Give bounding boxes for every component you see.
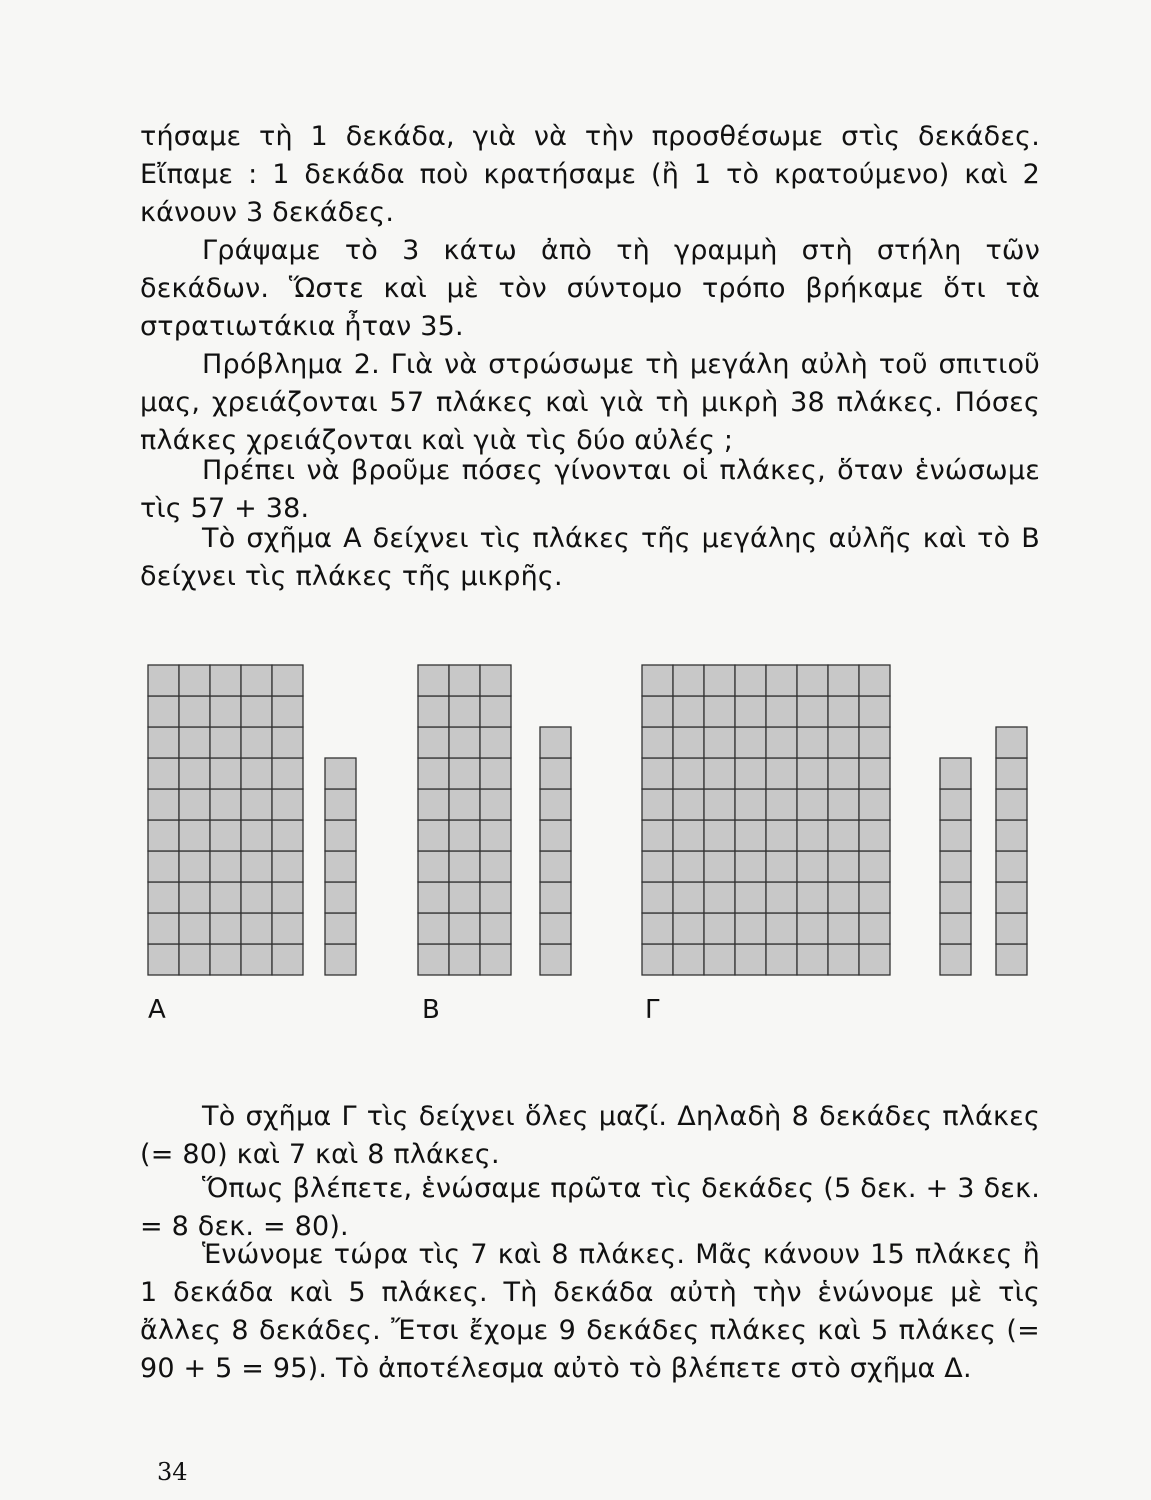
fig-g-ten-tile (766, 665, 797, 696)
fig-g-ten-tile (673, 789, 704, 820)
fig-a-ten-tile (210, 913, 241, 944)
fig-b-ten-tile (480, 696, 511, 727)
fig-a-ten-tile (272, 820, 303, 851)
fig-a-ten-tile (148, 913, 179, 944)
fig-a-ten-tile (241, 789, 272, 820)
fig-b-one-tile (540, 882, 571, 913)
fig-a-ten-tile (272, 913, 303, 944)
fig-a-ten-tile (241, 820, 272, 851)
fig-b-ten-tile (480, 882, 511, 913)
fig-a-one-tile (325, 944, 356, 975)
fig-g-ten-tile (859, 758, 890, 789)
fig-a-ten-tile (210, 696, 241, 727)
fig-a-ten-tile (210, 820, 241, 851)
fig-a-ten-tile (148, 789, 179, 820)
fig-g-ten-tile (735, 789, 766, 820)
fig-g-ten-tile (735, 665, 766, 696)
fig-g-ten-tile (828, 882, 859, 913)
fig-b-ten-tile (449, 758, 480, 789)
fig-a-ten-tile (179, 882, 210, 913)
fig-b-ten-tile (480, 913, 511, 944)
fig-g-ten-tile (766, 696, 797, 727)
figure-label-a: Α (148, 995, 166, 1025)
fig-g-ten-tile (766, 882, 797, 913)
fig-g-ten-tile (859, 913, 890, 944)
fig-g-ten-tile (828, 820, 859, 851)
fig-a-ten-tile (210, 727, 241, 758)
fig-b-ten-tile (480, 820, 511, 851)
fig-b-ten-tile (449, 727, 480, 758)
fig-a-one-tile (325, 851, 356, 882)
fig-a-ten-tile (241, 851, 272, 882)
fig-g-one-tile (996, 913, 1027, 944)
fig-a-ten-tile (241, 913, 272, 944)
fig-g-ten-tile (797, 727, 828, 758)
fig-g-ten-tile (704, 851, 735, 882)
fig-g-one-tile (940, 758, 971, 789)
fig-g-one-tile (996, 820, 1027, 851)
fig-a-ten-tile (148, 727, 179, 758)
fig-g-ten-tile (766, 820, 797, 851)
fig-g-ten-tile (704, 820, 735, 851)
fig-b-ten-tile (418, 913, 449, 944)
fig-g-ten-tile (673, 758, 704, 789)
fig-g-ten-tile (673, 944, 704, 975)
fig-g-ten-tile (797, 820, 828, 851)
paragraph-7: Ἑνώνομε τώρα τὶς 7 καὶ 8 πλάκες. Μᾶς κάνουν 15 πλάκες ἢ 1 δεκάδα καὶ 5 πλάκες. Τὴ δεκάδα αὐτὴ τὴν ἑνώνομε μὲ τὶς ἄλλες 8 δεκάδες. Ἔτσι ἔχομε 9 δεκάδες πλάκες καὶ 5 πλάκες (= 90 + 5 = 95). Τὸ ἀποτέλεσμα αὐτὸ τὸ βλέπετε στὸ σχῆμα Δ. (140, 1239, 1040, 1384)
fig-b-one-tile (540, 851, 571, 882)
fig-b-one-tile (540, 944, 571, 975)
fig-g-one-tile (996, 944, 1027, 975)
fig-g-ten-tile (704, 727, 735, 758)
fig-a-ten-tile (148, 851, 179, 882)
fig-g-one-tile (940, 882, 971, 913)
fig-g-ten-tile (797, 665, 828, 696)
fig-a-ten-tile (148, 944, 179, 975)
fig-a-ten-tile (272, 696, 303, 727)
fig-g-ten-tile (766, 944, 797, 975)
fig-a-ten-tile (179, 944, 210, 975)
fig-a-one-tile (325, 882, 356, 913)
paragraph-5: Τὸ σχῆμα Γ τὶς δείχνει ὅλες μαζί. Δηλαδὴ 8 δεκάδες πλάκες (= 80) καὶ 7 καὶ 8 πλάκες. (140, 1101, 1040, 1170)
fig-g-ten-tile (704, 913, 735, 944)
fig-g-ten-tile (673, 851, 704, 882)
fig-a-ten-tile (210, 789, 241, 820)
fig-b-ten-tile (449, 789, 480, 820)
fig-a-ten-tile (272, 665, 303, 696)
fig-b-one-tile (540, 789, 571, 820)
paragraph-1: τήσαμε τὴ 1 δεκάδα, γιὰ νὰ τὴν προσθέσωμε στὶς δεκάδες. Εἴπαμε : 1 δεκάδα ποὺ κρατήσαμε (ἢ 1 τὸ κρατούμενο) καὶ 2 κάνουν 3 δεκάδες. (140, 121, 1040, 228)
fig-a-ten-tile (272, 944, 303, 975)
fig-a-ten-tile (210, 882, 241, 913)
fig-g-ten-tile (735, 913, 766, 944)
fig-g-ten-tile (642, 696, 673, 727)
fig-a-ten-tile (241, 758, 272, 789)
fig-g-ten-tile (735, 820, 766, 851)
fig-g-ten-tile (735, 944, 766, 975)
fig-b-ten-tile (449, 913, 480, 944)
fig-a-ten-tile (148, 758, 179, 789)
fig-g-ten-tile (859, 727, 890, 758)
fig-g-ten-tile (859, 789, 890, 820)
fig-g-ten-tile (766, 913, 797, 944)
fig-g-ten-tile (766, 851, 797, 882)
fig-g-ten-tile (828, 913, 859, 944)
fig-a-one-tile (325, 820, 356, 851)
fig-a-ten-tile (272, 758, 303, 789)
fig-g-one-tile (940, 913, 971, 944)
fig-g-ten-tile (859, 820, 890, 851)
fig-a-one-tile (325, 789, 356, 820)
fig-g-one-tile (940, 944, 971, 975)
fig-g-ten-tile (828, 665, 859, 696)
fig-a-ten-tile (179, 696, 210, 727)
page-number: 34 (157, 1458, 188, 1486)
fig-g-ten-tile (735, 851, 766, 882)
fig-g-ten-tile (704, 944, 735, 975)
fig-g-ten-tile (642, 758, 673, 789)
fig-a-ten-tile (241, 944, 272, 975)
fig-g-ten-tile (704, 789, 735, 820)
tiles-figure (140, 650, 1040, 1030)
fig-g-ten-tile (735, 758, 766, 789)
fig-a-ten-tile (210, 665, 241, 696)
fig-a-ten-tile (210, 851, 241, 882)
fig-b-ten-tile (449, 851, 480, 882)
fig-a-ten-tile (179, 820, 210, 851)
fig-g-ten-tile (642, 820, 673, 851)
tiles-figure-graphic (140, 650, 1040, 980)
fig-b-ten-tile (480, 665, 511, 696)
figure-label-g: Γ (645, 995, 660, 1025)
fig-g-ten-tile (704, 758, 735, 789)
paragraph-6: Ὅπως βλέπετε, ἑνώσαμε πρῶτα τὶς δεκάδες (5 δεκ. + 3 δεκ. = 8 δεκ. = 80). (140, 1173, 1040, 1242)
fig-b-ten-tile (480, 944, 511, 975)
fig-g-ten-tile (735, 727, 766, 758)
fig-g-ten-tile (704, 696, 735, 727)
fig-g-ten-tile (859, 851, 890, 882)
fig-g-ten-tile (673, 820, 704, 851)
fig-g-one-tile (996, 851, 1027, 882)
fig-g-one-tile (996, 789, 1027, 820)
fig-a-ten-tile (179, 665, 210, 696)
fig-g-ten-tile (828, 727, 859, 758)
fig-a-ten-tile (272, 882, 303, 913)
fig-b-ten-tile (480, 727, 511, 758)
fig-b-ten-tile (418, 696, 449, 727)
fig-b-ten-tile (418, 944, 449, 975)
fig-g-ten-tile (828, 789, 859, 820)
fig-b-ten-tile (449, 665, 480, 696)
fig-a-ten-tile (241, 727, 272, 758)
fig-a-ten-tile (148, 820, 179, 851)
fig-a-ten-tile (210, 758, 241, 789)
fig-a-ten-tile (272, 789, 303, 820)
fig-a-ten-tile (148, 665, 179, 696)
fig-g-ten-tile (828, 758, 859, 789)
fig-g-ten-tile (797, 789, 828, 820)
fig-g-ten-tile (673, 913, 704, 944)
fig-a-ten-tile (148, 882, 179, 913)
fig-g-ten-tile (673, 727, 704, 758)
fig-b-one-tile (540, 913, 571, 944)
fig-g-ten-tile (766, 727, 797, 758)
fig-g-ten-tile (859, 696, 890, 727)
fig-b-ten-tile (480, 758, 511, 789)
fig-g-one-tile (996, 727, 1027, 758)
fig-b-ten-tile (418, 727, 449, 758)
fig-g-ten-tile (673, 665, 704, 696)
fig-b-ten-tile (418, 820, 449, 851)
fig-g-ten-tile (735, 696, 766, 727)
fig-a-ten-tile (272, 727, 303, 758)
fig-b-ten-tile (418, 882, 449, 913)
fig-b-ten-tile (449, 820, 480, 851)
fig-b-ten-tile (449, 696, 480, 727)
fig-a-ten-tile (179, 851, 210, 882)
fig-b-ten-tile (418, 851, 449, 882)
fig-g-ten-tile (766, 789, 797, 820)
fig-g-ten-tile (828, 944, 859, 975)
fig-a-ten-tile (210, 944, 241, 975)
fig-g-one-tile (996, 758, 1027, 789)
fig-g-ten-tile (859, 882, 890, 913)
fig-a-ten-tile (241, 665, 272, 696)
fig-b-ten-tile (418, 789, 449, 820)
fig-g-one-tile (996, 882, 1027, 913)
fig-g-ten-tile (766, 758, 797, 789)
paragraph-2: Γράψαμε τὸ 3 κάτω ἀπὸ τὴ γραμμὴ στὴ στήλη τῶν δεκάδων. Ὥστε καὶ μὲ τὸν σύντομο τρόπο βρήκαμε ὅτι τὰ στρατιωτάκια ἦταν 35. (140, 235, 1040, 342)
fig-b-ten-tile (480, 789, 511, 820)
fig-g-ten-tile (797, 758, 828, 789)
paragraph-4: Τὸ σχῆμα Α δείχνει τὶς πλάκες τῆς μεγάλης αὐλῆς καὶ τὸ Β δείχνει τὶς πλάκες τῆς μικρῆς. (140, 523, 1040, 592)
fig-b-ten-tile (480, 851, 511, 882)
fig-g-ten-tile (859, 665, 890, 696)
fig-a-ten-tile (179, 727, 210, 758)
fig-a-ten-tile (241, 696, 272, 727)
fig-g-ten-tile (797, 913, 828, 944)
fig-g-ten-tile (642, 913, 673, 944)
fig-g-ten-tile (642, 851, 673, 882)
fig-g-ten-tile (797, 882, 828, 913)
fig-g-ten-tile (642, 944, 673, 975)
fig-b-ten-tile (418, 665, 449, 696)
fig-a-ten-tile (179, 913, 210, 944)
fig-b-ten-tile (418, 758, 449, 789)
fig-a-one-tile (325, 758, 356, 789)
fig-b-one-tile (540, 727, 571, 758)
fig-a-one-tile (325, 913, 356, 944)
fig-g-ten-tile (642, 882, 673, 913)
fig-g-one-tile (940, 820, 971, 851)
fig-g-ten-tile (642, 665, 673, 696)
fig-g-ten-tile (828, 851, 859, 882)
fig-b-one-tile (540, 758, 571, 789)
fig-a-ten-tile (148, 696, 179, 727)
fig-g-ten-tile (673, 882, 704, 913)
fig-b-ten-tile (449, 944, 480, 975)
fig-b-one-tile (540, 820, 571, 851)
fig-a-ten-tile (241, 882, 272, 913)
fig-g-ten-tile (797, 944, 828, 975)
fig-g-ten-tile (704, 882, 735, 913)
fig-g-ten-tile (828, 696, 859, 727)
fig-g-ten-tile (735, 882, 766, 913)
fig-g-one-tile (940, 789, 971, 820)
fig-g-ten-tile (797, 851, 828, 882)
fig-a-ten-tile (272, 851, 303, 882)
fig-g-ten-tile (797, 696, 828, 727)
fig-g-ten-tile (642, 727, 673, 758)
paragraph-problem-2: Πρόβλημα 2. Γιὰ νὰ στρώσωμε τὴ μεγάλη αὐλὴ τοῦ σπιτιοῦ μας, χρειάζονται 57 πλάκες καὶ γιὰ τὴ μικρὴ 38 πλάκες. Πόσες πλάκες χρειάζονται καὶ γιὰ τὶς δύο αὐλές ; (140, 349, 1040, 456)
fig-a-ten-tile (179, 758, 210, 789)
fig-b-ten-tile (449, 882, 480, 913)
fig-g-ten-tile (704, 665, 735, 696)
fig-g-ten-tile (859, 944, 890, 975)
figure-label-b: Β (422, 995, 440, 1025)
fig-a-ten-tile (179, 789, 210, 820)
paragraph-3: Πρέπει νὰ βροῦμε πόσες γίνονται οἱ πλάκες, ὅταν ἑνώσωμε τὶς 57 + 38. (140, 455, 1040, 524)
fig-g-one-tile (940, 851, 971, 882)
fig-g-ten-tile (642, 789, 673, 820)
fig-g-ten-tile (673, 696, 704, 727)
